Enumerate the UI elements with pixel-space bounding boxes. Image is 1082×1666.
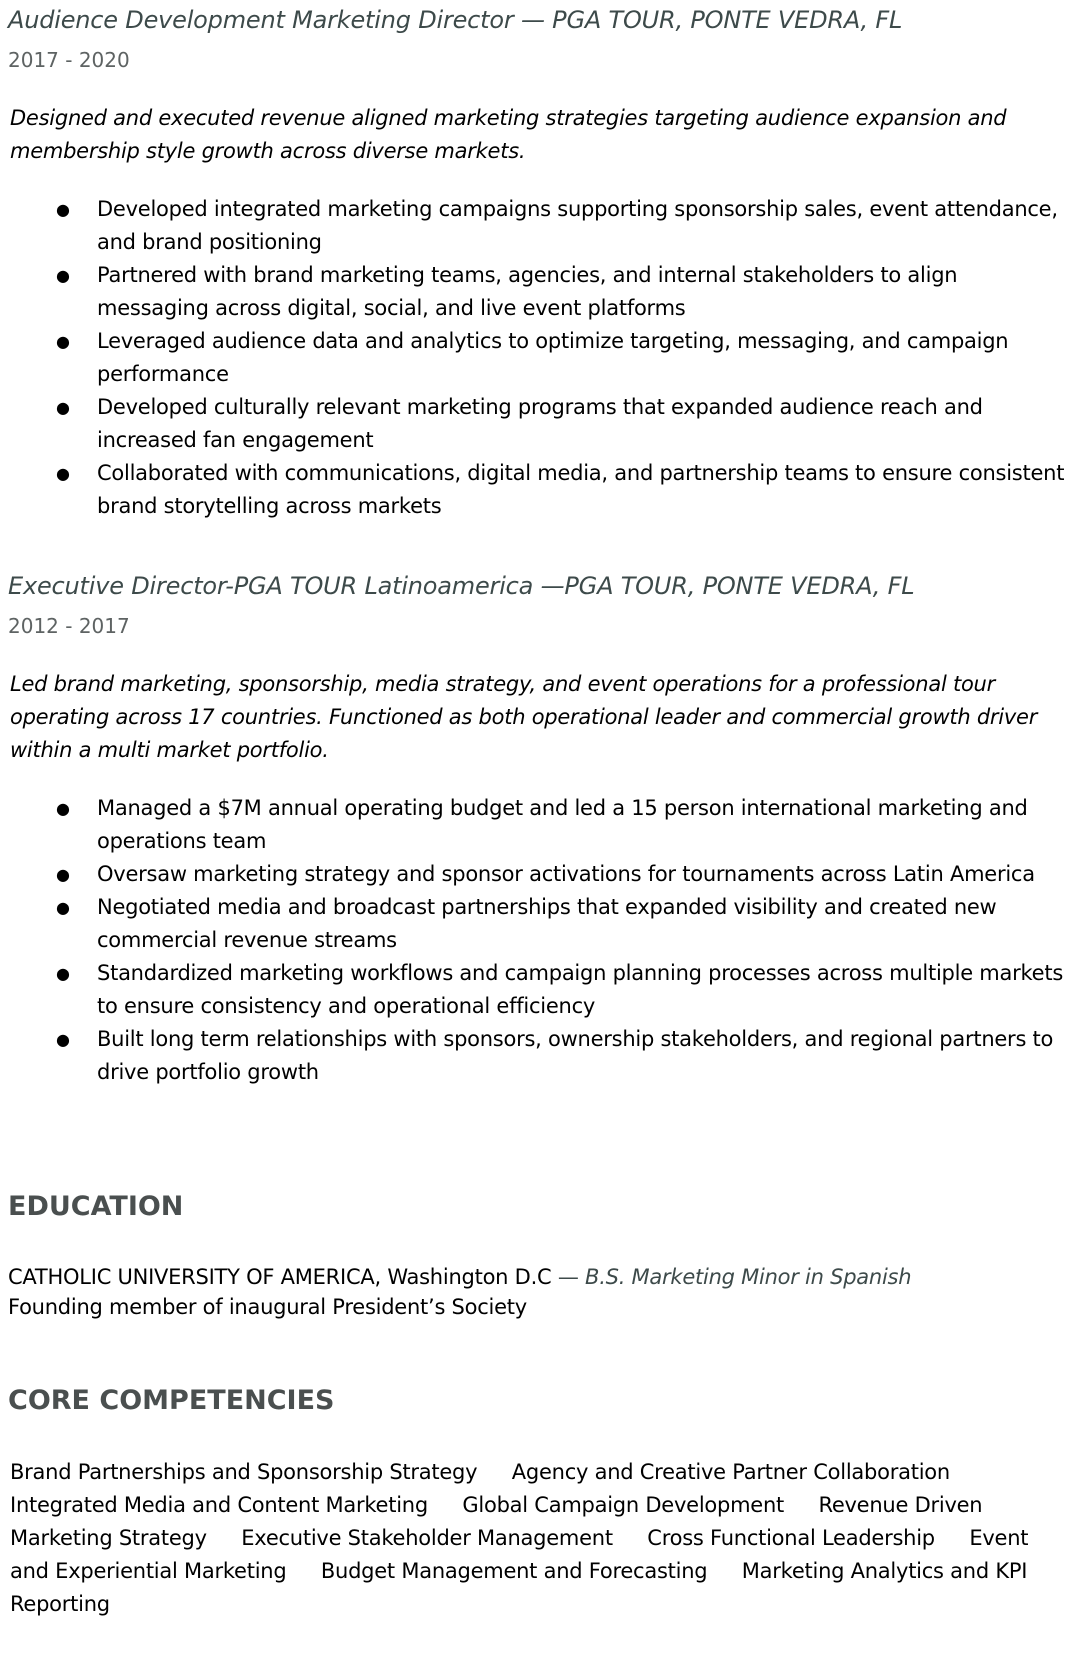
- job-dates: 2012 - 2017: [8, 614, 130, 638]
- job-summary: Led brand marketing, sponsorship, media strategy, and event operations for a professional tour operating across 17 countries. Functioned as both operational leader and commercial growth driver within a multi market portfolio.: [10, 672, 1038, 762]
- bullet-icon: ●: [56, 898, 70, 917]
- achievement-item: [8, 391, 1068, 457]
- section-heading: EDUCATION: [8, 1191, 184, 1222]
- achievement-text: Developed integrated marketing campaigns supporting sponsorship sales, event attendance, and brand positioning: [97, 197, 1058, 254]
- experience-entry: [8, 0, 1068, 523]
- job-title: Executive Director-PGA TOUR Latinoamerica —PGA TOUR, PONTE VEDRA, FL: [8, 572, 915, 600]
- bullet-icon: ●: [56, 266, 70, 285]
- competencies-section: [8, 1384, 1068, 1621]
- achievement-item: [8, 457, 1068, 523]
- competency-item: Marketing Analytics and KPI Reporting: [10, 1559, 1028, 1616]
- achievement-text: Oversaw marketing strategy and sponsor activations for tournaments across Latin America: [97, 862, 1035, 886]
- job-title: Audience Development Marketing Director — PGA TOUR, PONTE VEDRA, FL: [8, 6, 903, 34]
- job-summary: Designed and executed revenue aligned marketing strategies targeting audience expansion and membership style growth across diverse markets.: [10, 106, 1007, 163]
- bullet-icon: ●: [56, 865, 70, 884]
- bullet-icon: ●: [56, 398, 70, 417]
- degree: B.S. Marketing Minor in Spanish: [585, 1265, 912, 1289]
- education-entry: [8, 1262, 1068, 1292]
- school-name: CATHOLIC UNIVERSITY OF AMERICA, Washington D.C: [8, 1265, 552, 1289]
- competency-item: Global Campaign Development: [462, 1493, 784, 1517]
- bullet-icon: ●: [56, 964, 70, 983]
- achievement-item: [8, 1023, 1068, 1089]
- achievement-text: Negotiated media and broadcast partnerships that expanded visibility and created new commercial revenue streams: [97, 895, 997, 952]
- experience-entry: [8, 566, 1068, 1089]
- competency-item: Cross Functional Leadership: [647, 1526, 935, 1550]
- achievement-item: [8, 259, 1068, 325]
- achievement-text: Developed culturally relevant marketing programs that expanded audience reach and increased fan engagement: [97, 395, 983, 452]
- bullet-icon: ●: [56, 332, 70, 351]
- achievement-list: [8, 792, 1068, 1089]
- bullet-icon: ●: [56, 1030, 70, 1049]
- bullet-icon: ●: [56, 200, 70, 219]
- achievement-text: Collaborated with communications, digital media, and partnership teams to ensure consistent brand storytelling across markets: [97, 461, 1065, 518]
- section-heading: CORE COMPETENCIES: [8, 1385, 335, 1416]
- achievement-text: Standardized marketing workflows and campaign planning processes across multiple markets to ensure consistency and operational efficiency: [97, 961, 1064, 1018]
- separator-dash: —: [551, 1265, 586, 1289]
- job-dates: 2017 - 2020: [8, 48, 130, 72]
- competency-item: Event and Experiential Marketing: [10, 1526, 1029, 1583]
- achievement-item: [8, 957, 1068, 1023]
- competency-list: [10, 1456, 1068, 1621]
- achievement-item: [8, 891, 1068, 957]
- achievement-item: [8, 858, 1068, 891]
- education-note: Founding member of inaugural President’s Society: [8, 1295, 527, 1319]
- competency-item: Agency and Creative Partner Collaboration: [511, 1460, 950, 1484]
- competency-item: Budget Management and Forecasting: [320, 1559, 708, 1583]
- achievement-item: [8, 193, 1068, 259]
- competency-item: Brand Partnerships and Sponsorship Strategy: [10, 1460, 478, 1484]
- achievement-text: Built long term relationships with sponsors, ownership stakeholders, and regional partners to drive portfolio growth: [97, 1027, 1054, 1084]
- achievement-list: [8, 193, 1068, 523]
- achievement-item: [8, 792, 1068, 858]
- achievement-text: Leveraged audience data and analytics to optimize targeting, messaging, and campaign performance: [97, 329, 1009, 386]
- bullet-icon: ●: [56, 464, 70, 483]
- competency-item: Executive Stakeholder Management: [241, 1526, 613, 1550]
- achievement-text: Managed a $7M annual operating budget and led a 15 person international marketing and operations team: [97, 796, 1028, 853]
- bullet-icon: ●: [56, 799, 70, 818]
- achievement-item: [8, 325, 1068, 391]
- competency-item: Revenue Driven Marketing Strategy: [10, 1493, 983, 1550]
- education-section: [8, 1190, 1068, 1322]
- competency-item: Integrated Media and Content Marketing: [10, 1493, 428, 1517]
- achievement-text: Partnered with brand marketing teams, agencies, and internal stakeholders to align messaging across digital, social, and live event platforms: [97, 263, 958, 320]
